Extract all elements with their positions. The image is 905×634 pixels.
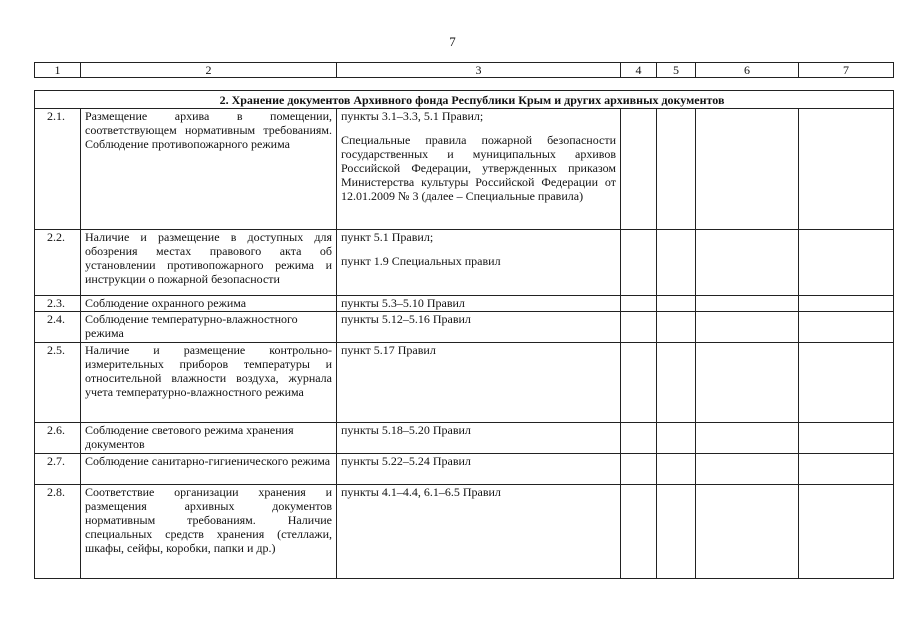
table-row <box>35 312 894 343</box>
table-row <box>35 454 894 485</box>
col-header-5: 5 <box>657 63 696 78</box>
empty-cell <box>657 423 696 454</box>
row-number: 2.8. <box>35 485 81 579</box>
checklist-table <box>34 90 894 579</box>
requirement-cell: Соответствие организации хранения и размещения архивных документов нормативным требованиям. Наличие специальных средств хранения (стеллажи, шкафы, сейфы, коробки, папки и др.) <box>81 485 337 579</box>
empty-cell <box>696 454 799 485</box>
reference-line: пункт 5.1 Правил; <box>341 230 434 244</box>
table-row <box>35 423 894 454</box>
empty-cell <box>696 423 799 454</box>
row-number: 2.2. <box>35 230 81 296</box>
col-header-2: 2 <box>81 63 337 78</box>
row-number: 2.7. <box>35 454 81 485</box>
table-row <box>35 485 894 579</box>
reference-cell: пункты 5.3–5.10 Правил <box>337 296 621 312</box>
column-number-header <box>34 62 894 78</box>
empty-cell <box>696 485 799 579</box>
empty-cell <box>799 312 894 343</box>
empty-cell <box>621 312 657 343</box>
section-title: 2. Хранение документов Архивного фонда Республики Крым и других архивных документов <box>35 91 894 109</box>
table-row <box>35 296 894 312</box>
empty-cell <box>621 109 657 230</box>
empty-cell <box>696 343 799 423</box>
row-number: 2.6. <box>35 423 81 454</box>
empty-cell <box>621 296 657 312</box>
row-number: 2.3. <box>35 296 81 312</box>
reference-line: пункт 1.9 Специальных правил <box>341 254 501 268</box>
col-header-4: 4 <box>621 63 657 78</box>
col-header-1: 1 <box>35 63 81 78</box>
empty-cell <box>657 312 696 343</box>
reference-cell: пункт 5.17 Правил <box>337 343 621 423</box>
empty-cell <box>696 230 799 296</box>
section-heading-row <box>35 91 894 109</box>
col-header-6: 6 <box>696 63 799 78</box>
empty-cell <box>657 109 696 230</box>
col-header-7: 7 <box>799 63 894 78</box>
col-header-3: 3 <box>337 63 621 78</box>
empty-cell <box>657 343 696 423</box>
reference-cell: пункты 5.22–5.24 Правил <box>337 454 621 485</box>
reference-cell <box>337 230 621 296</box>
empty-cell <box>621 423 657 454</box>
table-row <box>35 109 894 230</box>
requirement-cell: Размещение архива в помещении, соответствующем нормативным требованиям. Соблюдение противопожарного режима <box>81 109 337 230</box>
empty-cell <box>657 230 696 296</box>
empty-cell <box>799 230 894 296</box>
reference-cell: пункты 5.12–5.16 Правил <box>337 312 621 343</box>
empty-cell <box>799 109 894 230</box>
row-number: 2.5. <box>35 343 81 423</box>
empty-cell <box>799 485 894 579</box>
empty-cell <box>657 485 696 579</box>
reference-cell: пункты 4.1–4.4, 6.1–6.5 Правил <box>337 485 621 579</box>
empty-cell <box>621 454 657 485</box>
empty-cell <box>657 454 696 485</box>
reference-line: пункты 3.1–3.3, 5.1 Правил; <box>341 109 484 123</box>
empty-cell <box>621 485 657 579</box>
empty-cell <box>621 343 657 423</box>
requirement-cell: Соблюдение охранного режима <box>81 296 337 312</box>
row-number: 2.4. <box>35 312 81 343</box>
empty-cell <box>657 296 696 312</box>
reference-cell <box>337 109 621 230</box>
table-row <box>35 230 894 296</box>
requirement-cell: Соблюдение светового режима хранения документов <box>81 423 337 454</box>
empty-cell <box>621 230 657 296</box>
row-number: 2.1. <box>35 109 81 230</box>
empty-cell <box>799 343 894 423</box>
table-row <box>35 343 894 423</box>
reference-line: Специальные правила пожарной безопасности государственных и муниципальных архивов Российской Федерации, утвержденных приказом Министерства культуры Российской Федерации от 12.01.2009 № 3 (далее – Специальные правила) <box>341 133 616 203</box>
empty-cell <box>799 454 894 485</box>
requirement-cell: Наличие и размещение контрольно-измерительных приборов температуры и относительной влажности воздуха, журнала учета температурно-влажностного режима <box>81 343 337 423</box>
requirement-cell: Соблюдение санитарно-гигиенического режима <box>81 454 337 485</box>
page-number: 7 <box>449 34 456 49</box>
empty-cell <box>799 423 894 454</box>
empty-cell <box>696 296 799 312</box>
reference-cell: пункты 5.18–5.20 Правил <box>337 423 621 454</box>
empty-cell <box>696 312 799 343</box>
requirement-cell: Соблюдение температурно-влажностного режима <box>81 312 337 343</box>
empty-cell <box>696 109 799 230</box>
empty-cell <box>799 296 894 312</box>
requirement-cell: Наличие и размещение в доступных для обозрения местах правового акта об установлении противопожарного режима и инструкции о пожарной безопасности <box>81 230 337 296</box>
